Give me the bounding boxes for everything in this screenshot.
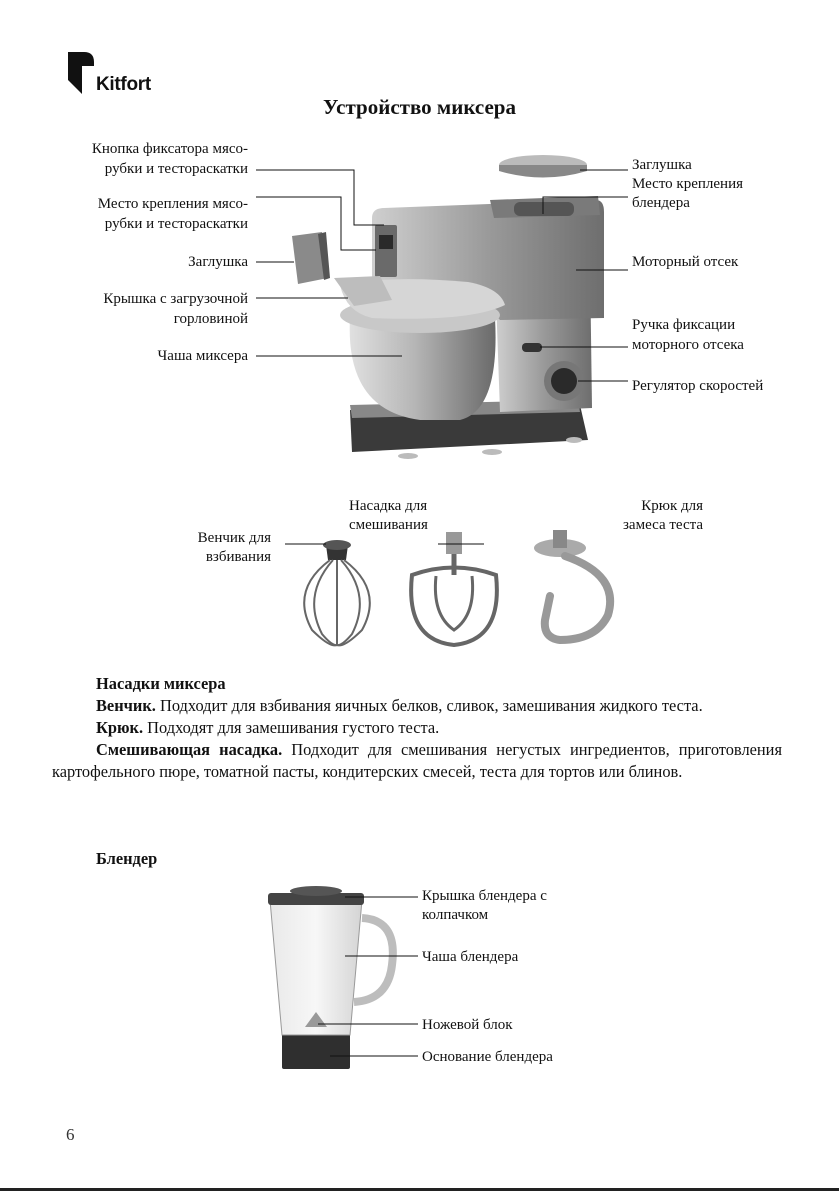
label-cap-left: Заглушка [188,254,248,270]
page-number: 6 [66,1125,75,1144]
label-blender-blade: Ножевой блок [422,1017,513,1033]
page-title: Устройство миксера [323,95,516,119]
beater-illustration [411,532,497,645]
hook-term: Крюк. [96,718,144,737]
whisk-paragraph [52,695,782,717]
label-handle-2: моторного отсека [632,337,744,353]
attachments-section [52,673,782,783]
label-whisk-2: взбивания [205,549,271,565]
label-beater-1: Насадка для [349,498,428,514]
brand-logo-text: Kitfort [96,74,151,95]
beater-paragraph [52,739,782,783]
label-cap-right: Заглушка [632,157,692,173]
whisk-illustration [304,540,370,645]
label-motor: Моторный отсек [632,254,739,270]
whisk-desc: Подходит для взбивания яичных белков, сливок, замешивания жидкого теста. [155,696,703,715]
label-mount-1: Место крепления мясо- [97,196,248,212]
label-lid-1: Крышка с загрузочной [103,291,248,307]
label-whisk-1: Венчик для [197,530,271,546]
label-mount-2: рубки и тестораскатки [104,216,248,232]
label-blender-jar: Чаша блендера [422,949,519,965]
label-lid-2: горловиной [173,311,248,327]
label-hook-1: Крюк для [641,498,703,514]
label-blender-base: Основание блендера [422,1049,553,1065]
label-blender-mount-1: Место крепления [632,176,744,192]
beater-term: Смешивающая насадка. [96,740,283,759]
label-beater-2: смешивания [349,517,428,533]
beater-desc: Подходит для смешивания негустых ингредиентов, приготовления картофельного пюре, томатной пасты, кондитерских смесей, теста для тортов или блинов. [52,740,782,781]
stand-mixer-illustration [292,155,604,459]
attachments-heading: Насадки миксера [96,674,226,693]
blender-illustration [268,886,393,1069]
label-blender-mount-2: блендера [632,195,690,211]
dough-hook-illustration [534,530,610,640]
whisk-term: Венчик. [96,696,156,715]
label-lock-button-2: рубки и тестораскатки [104,161,248,177]
hook-desc: Подходят для замешивания густого теста. [143,718,440,737]
blender-section [52,848,782,870]
label-blender-lid-1: Крышка блендера с [422,888,547,904]
label-blender-lid-2: колпачком [422,907,489,923]
label-bowl: Чаша миксера [157,348,248,364]
label-speed: Регулятор скоростей [632,378,764,394]
blender-heading: Блендер [96,849,158,868]
label-lock-button-1: Кнопка фиксатора мясо- [91,141,248,157]
label-handle-1: Ручка фиксации [632,317,736,333]
hook-paragraph [52,717,782,739]
label-hook-2: замеса теста [623,517,703,533]
